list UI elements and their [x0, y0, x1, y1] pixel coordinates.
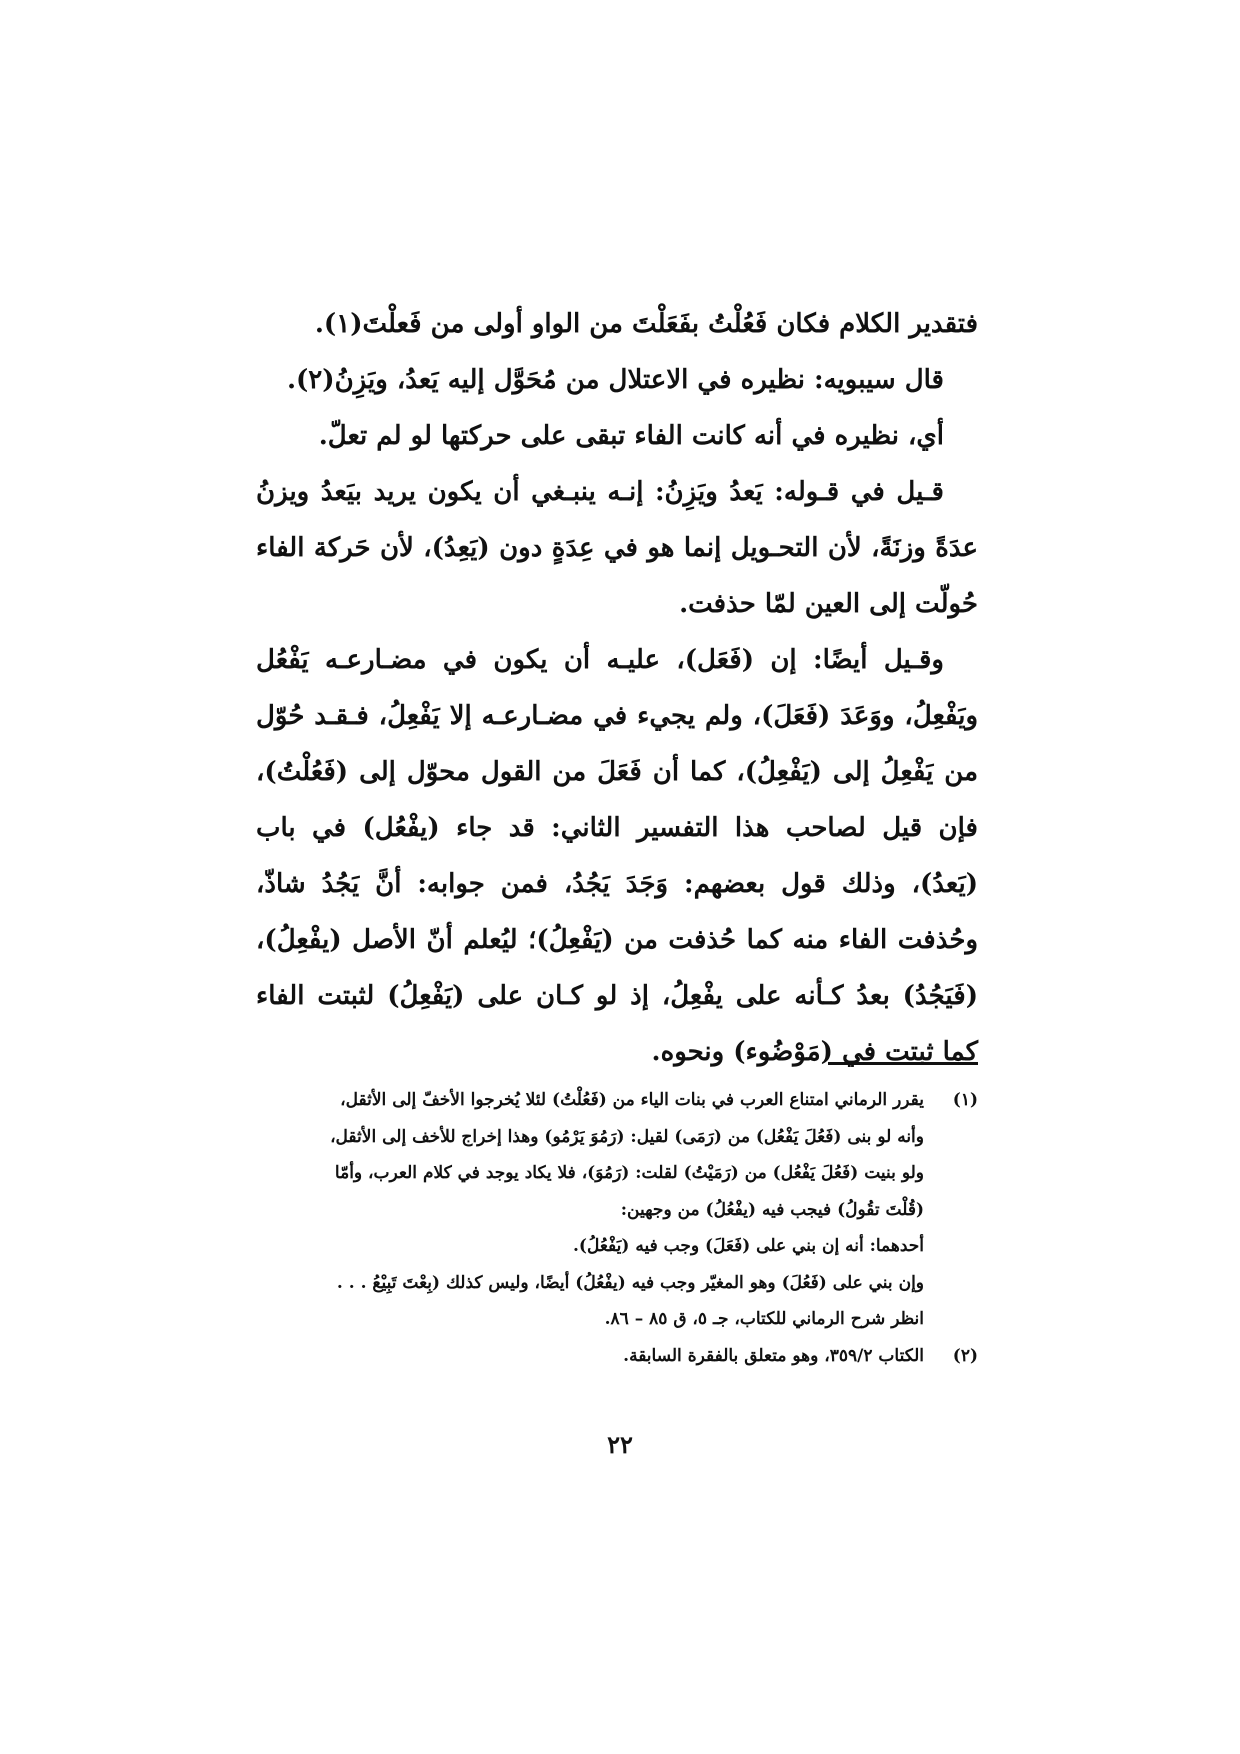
paragraph-1: [256, 296, 978, 352]
main-text: [256, 296, 978, 1080]
footnote-line: ولو بنيت (فَعُلَ يَفْعُل) من (رَمَيْتُ) لقلت: (رَمُوَ)، فلا يكاد يوجد في كلام العرب، وأمّا: [334, 1163, 924, 1183]
footnote-text: [256, 1338, 924, 1375]
footnote-line: يقرر الرماني امتناع العرب في بنات الياء من (فَعُلْتُ) لئلا يُخرجوا الأخفّ إلى الأثقل،: [340, 1090, 924, 1110]
footnote-number: (٢): [952, 1345, 978, 1366]
footnotes: [256, 1082, 978, 1374]
paragraph-5: [256, 632, 978, 1080]
footnote-divider: [828, 1062, 978, 1065]
paragraph-text: أي، نظيره في أنه كانت الفاء تبقى على حركتها لو لم تعلّ.: [318, 421, 944, 451]
paragraph-text: فتقدير الكلام فكان فَعُلْتُ بفَعَلْتَ من الواو أولى من فَعلْتَ(١).: [314, 309, 978, 339]
footnote-1: [256, 1082, 978, 1338]
paragraph-text: نظيره في الاعتلال من مُحَوَّل إليه يَعدُ، ويَزِنُ(٢).: [286, 365, 815, 395]
paragraph-text: وقـيل أيضًا: إن (فَعَل)، عليـه أن يكون في مضـارعـه يَفْعُل ويَفْعِلُ، ووَعَدَ (فَعَلَ)، ولم يجيء في مضـارعـه إلا يَفْعِلُ، فـقـد حُوّل من يَفْعِلُ إلى (يَفْعِلُ)، كما أن فَعَلَ من القول محوّل إلى (فَعُلْتُ)، فإن قيل لصاحب هذا التفسير الثاني: قد جاء (يفْعُل) في باب (يَعدُ)، وذلك قول بعضهم: وَجَدَ يَجُدُ، فمن جوابه: أنَّ يَجُدُ شاذّ، وحُذفت الفاء منه كما حُذفت من (يَفْعِلُ)؛ ليُعلم أنّ الأصل (يفْعِلُ)، (فَيَجُدُ) بعدُ كـأنه على يفْعِلُ، إذ لو كـان على (يَفْعِلُ) لثبتت الفاء كما ثبتت في (مَوْضُوء) ونحوه.: [256, 645, 978, 1067]
paragraph-3: [256, 408, 978, 464]
footnote-number: (١): [952, 1090, 978, 1110]
footnote-line: (قُلْتَ تقُولُ) فيجب فيه (يفْعُلُ) من وجهين:: [620, 1199, 924, 1220]
page-number: ٢٢: [607, 1430, 633, 1459]
paragraph-2: [256, 352, 978, 408]
paragraph-text: قـيل في قـوله: يَعدُ ويَزِنُ: إنـه ينبـغي أن يكون يريد بيَعدُ ويزنُ عدَةً وزنَةً، لأن التحـويل إنما هو في عِدَةٍ دون (يَعِدُ)، لأن حَركة الفاء حُولّت إلى العين لمّا حذفت.: [256, 477, 978, 619]
footnote-2: [256, 1338, 978, 1375]
footnote-text: [256, 1082, 924, 1338]
footnote-line: وأنه لو بنى (فَعُلَ يَفْعُل) من (رَمَى) لقيل: (رَمُوَ يَرْمُو) وهذا إخراج للأخف إلى الأثقل،: [330, 1126, 924, 1147]
footnote-line: أحدهما: أنه إن بني على (فَعَلَ) وجب فيه (يَفْعُلُ).: [573, 1236, 924, 1256]
paragraph-4: [256, 464, 978, 632]
footnote-line: انظر شرح الرماني للكتاب، جـ ٥، ق ٨٥ – ٨٦.: [604, 1309, 924, 1329]
footnote-line: الكتاب ٣٥٩/٢، وهو متعلق بالفقرة السابقة.: [623, 1345, 924, 1366]
paragraph-lead: قال سيبويه:: [814, 365, 944, 395]
footnote-line: وإن بني على (فَعُلَ) وهو المغيّر وجب فيه (يفْعُلُ) أيضًا، وليس كذلك (بِعْتَ تَبِيْعُ . . .: [336, 1272, 924, 1293]
